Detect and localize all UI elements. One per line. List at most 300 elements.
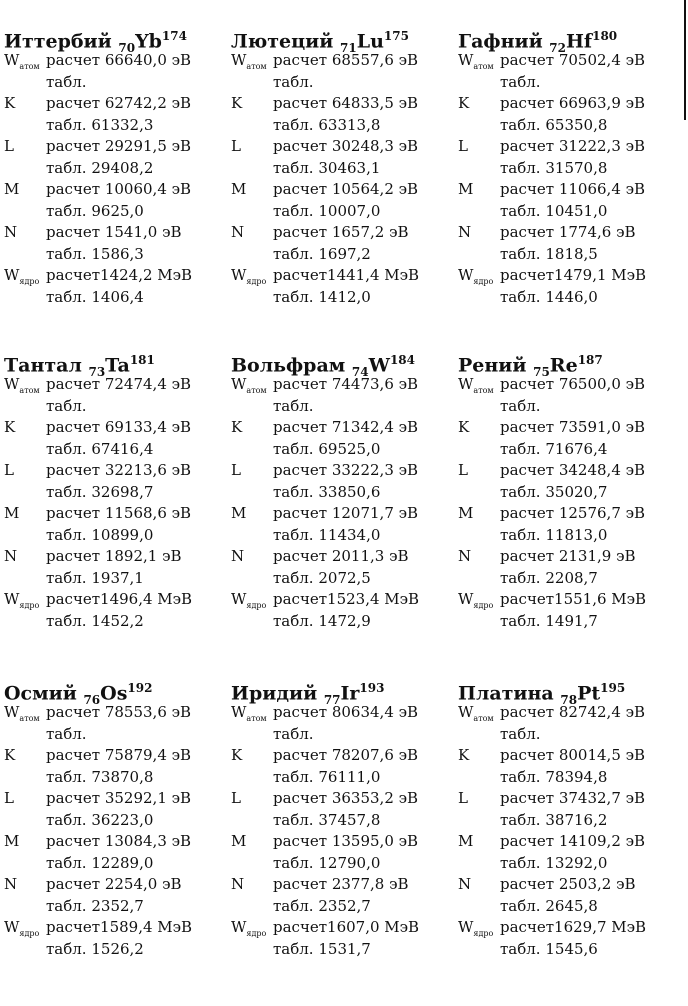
shell-tab [46, 525, 153, 547]
w-nucl-tab [46, 939, 144, 961]
w-nucl-tab-row [4, 287, 226, 309]
tab-value: 1406,4 [91, 287, 144, 306]
calc-label: расчет [273, 703, 328, 721]
shell-calc [46, 93, 191, 115]
tab-label: табл. [46, 853, 87, 872]
calc-value: 71342,4 эВ [331, 418, 419, 436]
w-nucl-tab [273, 287, 371, 309]
tab-label: табл. [273, 810, 314, 829]
shell-label: N [4, 223, 18, 241]
w-subscript: ядро [473, 601, 494, 610]
element-name: Тантал [4, 354, 82, 377]
element-block [458, 22, 680, 308]
shell-tab [273, 201, 380, 223]
shell-label: K [231, 94, 243, 112]
calc-value: 1774,6 эВ [558, 223, 636, 241]
calc-label: расчет [46, 875, 101, 893]
calc-value: 1589,4 МэВ [100, 918, 193, 936]
calc-value: 14109,2 эВ [558, 832, 646, 850]
w-subscript: атом [19, 62, 40, 71]
shell-calc [500, 136, 645, 158]
shell-tab-row [458, 853, 680, 875]
calc-label: расчет [46, 789, 101, 807]
w-atom-tab-row [4, 724, 226, 746]
w-nucl-tab [500, 939, 598, 961]
shell-calc [273, 745, 418, 767]
mass-number: 175 [383, 29, 409, 43]
shell-calc [500, 460, 645, 482]
calc-value: 80634,4 эВ [331, 703, 419, 721]
calc-value: 2131,9 эВ [558, 547, 636, 565]
w-subscript: ядро [473, 277, 494, 286]
shell-tab [500, 244, 598, 266]
w-nucl-tab [500, 611, 598, 633]
shell-calc [273, 503, 418, 525]
calc-value: 1541,0 эВ [104, 223, 182, 241]
shell-calc-row [458, 222, 680, 244]
shell-calc [273, 93, 418, 115]
shell-tab [500, 482, 607, 504]
shell-tab-row [458, 482, 680, 504]
calc-value: 12071,7 эВ [331, 504, 419, 522]
shell-label: K [4, 746, 16, 764]
shell-calc-row [458, 417, 680, 439]
shell-tab [273, 896, 371, 918]
calc-value: 1892,1 эВ [104, 547, 182, 565]
mass-number: 184 [389, 353, 415, 367]
calc-value: 1441,4 МэВ [327, 266, 420, 284]
tab-value: 1818,5 [545, 244, 598, 263]
mass-number: 174 [161, 29, 187, 43]
tab-value: 65350,8 [545, 115, 608, 134]
tab-label: табл. [273, 482, 314, 501]
shell-tab-row [231, 767, 453, 789]
element-name: Гафний [458, 30, 543, 53]
tab-label: табл. [46, 244, 87, 263]
tab-value: 1412,0 [318, 287, 371, 306]
shell-label: L [4, 789, 14, 807]
shell-calc [46, 136, 191, 158]
shell-tab [500, 853, 607, 875]
tab-label: табл. [500, 568, 541, 587]
shell-tab-row [4, 896, 226, 918]
shell-calc [46, 788, 191, 810]
shell-label: L [458, 789, 468, 807]
tab-label: табл. [46, 767, 87, 786]
shell-label: N [4, 547, 18, 565]
shell-calc [46, 503, 191, 525]
element-title [4, 22, 226, 56]
calc-label: расчет [273, 94, 328, 112]
shell-tab [273, 767, 380, 789]
w-subscript: ядро [246, 601, 267, 610]
shell-label: L [4, 137, 14, 155]
shell-calc-row [4, 136, 226, 158]
calc-label: расчет [500, 51, 555, 69]
w-nucl-calc-row [231, 589, 453, 611]
calc-label: расчет [46, 590, 101, 608]
shell-label: N [458, 223, 472, 241]
calc-value: 2011,3 эВ [331, 547, 409, 565]
element-name: Платина [458, 682, 554, 705]
shell-tab-row [458, 244, 680, 266]
element-symbol: Re [549, 354, 578, 377]
shell-calc [273, 179, 418, 201]
element-name: Иттербий [4, 30, 112, 53]
tab-value: 11434,0 [318, 525, 381, 544]
tab-label: табл. [500, 115, 541, 134]
calc-value: 72474,4 эВ [104, 375, 192, 393]
shell-tab-row [458, 568, 680, 590]
shell-calc-row [231, 136, 453, 158]
calc-label: расчет [500, 223, 555, 241]
tab-label: табл. [46, 201, 87, 220]
element-block [458, 674, 680, 960]
element-block [4, 674, 226, 960]
tab-value: 69525,0 [318, 439, 381, 458]
tab-label: табл. [46, 939, 87, 958]
calc-label: расчет [273, 875, 328, 893]
w-atom-calc [500, 702, 645, 724]
mass-number: 193 [359, 681, 385, 695]
atomic-number: 77 [323, 693, 341, 708]
shell-tab [273, 525, 380, 547]
calc-label: расчет [500, 918, 555, 936]
w-nucl-tab-row [458, 287, 680, 309]
calc-label: расчет [46, 375, 101, 393]
tab-value: 1452,2 [91, 611, 144, 630]
shell-calc [500, 503, 645, 525]
shell-tab [273, 568, 371, 590]
w-nucl-calc-row [231, 265, 453, 287]
w-letter: W [4, 375, 20, 393]
shell-label: N [458, 547, 472, 565]
shell-calc [273, 874, 409, 896]
tab-label: табл. [46, 72, 87, 91]
shell-tab-row [231, 525, 453, 547]
element-symbol: Ta [105, 354, 130, 377]
element-name: Осмий [4, 682, 77, 705]
shell-tab [46, 244, 144, 266]
w-subscript: ядро [246, 277, 267, 286]
w-atom-calc-row [458, 50, 680, 72]
element-symbol: Hf [565, 30, 593, 53]
tab-label: табл. [46, 482, 87, 501]
w-atom-calc [46, 374, 191, 396]
calc-label: расчет [500, 703, 555, 721]
calc-label: расчет [46, 832, 101, 850]
calc-label: расчет [273, 137, 328, 155]
tab-label: табл. [273, 396, 314, 415]
calc-label: расчет [46, 504, 101, 522]
shell-tab [500, 896, 598, 918]
shell-tab-row [458, 525, 680, 547]
calc-label: расчет [273, 418, 328, 436]
shell-tab [500, 810, 607, 832]
w-nucl-tab-row [231, 939, 453, 961]
calc-label: расчет [500, 789, 555, 807]
calc-label: расчет [500, 547, 555, 565]
tab-label: табл. [273, 158, 314, 177]
calc-label: расчет [46, 137, 101, 155]
w-nucl-calc-row [4, 265, 226, 287]
calc-label: расчет [273, 223, 328, 241]
shell-calc-row [458, 788, 680, 810]
w-subscript: ядро [19, 929, 40, 938]
atomic-number: 74 [351, 365, 369, 380]
shell-calc-row [231, 460, 453, 482]
shell-tab [46, 810, 153, 832]
element-title [231, 674, 453, 708]
element-name: Лютеций [231, 30, 334, 53]
tab-label: табл. [273, 201, 314, 220]
w-nucl-tab [273, 611, 371, 633]
shell-label: M [4, 180, 20, 198]
tab-label: табл. [500, 724, 541, 743]
shell-calc [46, 179, 191, 201]
shell-calc-row [231, 831, 453, 853]
shell-tab [46, 767, 153, 789]
shell-tab-row [4, 482, 226, 504]
shell-label: M [231, 832, 247, 850]
shell-calc [500, 93, 645, 115]
shell-label: L [231, 137, 241, 155]
tab-label: табл. [46, 810, 87, 829]
calc-value: 31222,3 эВ [558, 137, 646, 155]
calc-value: 66963,9 эВ [558, 94, 646, 112]
shell-calc [273, 546, 409, 568]
calc-label: расчет [273, 266, 328, 284]
shell-calc [500, 417, 645, 439]
mass-number: 181 [129, 353, 155, 367]
element-name: Рений [458, 354, 527, 377]
calc-label: расчет [273, 375, 328, 393]
w-nucl-tab [273, 939, 371, 961]
calc-label: расчет [46, 418, 101, 436]
w-nucl-calc [46, 917, 192, 939]
atomic-number: 76 [83, 693, 101, 708]
shell-tab-row [4, 244, 226, 266]
w-letter: W [458, 590, 474, 608]
calc-label: расчет [500, 418, 555, 436]
shell-tab-row [231, 853, 453, 875]
w-nucl-tab-row [4, 939, 226, 961]
shell-calc-row [458, 460, 680, 482]
tab-label: табл. [500, 201, 541, 220]
w-letter: W [4, 590, 20, 608]
shell-tab-row [4, 810, 226, 832]
tab-value: 1491,7 [545, 611, 598, 630]
element-title [231, 346, 453, 380]
w-letter: W [458, 375, 474, 393]
tab-label: табл. [500, 396, 541, 415]
shell-tab [46, 201, 144, 223]
shell-calc-row [4, 460, 226, 482]
element-symbol: Ir [340, 682, 360, 705]
calc-value: 1607,0 МэВ [327, 918, 420, 936]
shell-tab [46, 896, 144, 918]
calc-value: 36353,2 эВ [331, 789, 419, 807]
calc-value: 69133,4 эВ [104, 418, 192, 436]
page-edge-mark [684, 0, 686, 120]
tab-label: табл. [46, 525, 87, 544]
shell-calc-row [458, 179, 680, 201]
tab-label: табл. [46, 115, 87, 134]
tab-label: табл. [273, 439, 314, 458]
w-letter: W [231, 918, 247, 936]
calc-label: расчет [500, 461, 555, 479]
shell-tab [500, 525, 607, 547]
shell-tab [500, 158, 607, 180]
calc-value: 78207,6 эВ [331, 746, 419, 764]
shell-calc-row [231, 179, 453, 201]
w-atom-tab-row [4, 72, 226, 94]
shell-calc [273, 417, 418, 439]
calc-value: 2503,2 эВ [558, 875, 636, 893]
tab-value: 9625,0 [91, 201, 144, 220]
calc-label: расчет [273, 51, 328, 69]
tab-label: табл. [500, 439, 541, 458]
w-atom-calc-row [458, 374, 680, 396]
tab-label: табл. [273, 72, 314, 91]
tab-value: 11813,0 [545, 525, 608, 544]
w-atom-tab-row [458, 724, 680, 746]
tab-label: табл. [46, 611, 87, 630]
calc-label: расчет [273, 461, 328, 479]
tab-label: табл. [500, 853, 541, 872]
calc-label: расчет [46, 918, 101, 936]
w-nucl-tab-row [458, 611, 680, 633]
shell-tab-row [4, 439, 226, 461]
w-nucl-calc [46, 265, 192, 287]
shell-label: L [4, 461, 14, 479]
tab-label: табл. [500, 810, 541, 829]
w-atom-calc [500, 50, 645, 72]
w-atom-tab [46, 724, 87, 746]
shell-label: L [458, 461, 468, 479]
tab-value: 1697,2 [318, 244, 371, 263]
shell-label: L [231, 461, 241, 479]
tab-value: 1586,3 [91, 244, 144, 263]
w-letter: W [4, 266, 20, 284]
tab-value: 30463,1 [318, 158, 381, 177]
calc-value: 1629,7 МэВ [554, 918, 647, 936]
calc-value: 11066,4 эВ [558, 180, 646, 198]
calc-value: 34248,4 эВ [558, 461, 646, 479]
calc-value: 1523,4 МэВ [327, 590, 420, 608]
shell-calc-row [4, 179, 226, 201]
shell-label: N [231, 875, 245, 893]
tab-value: 13292,0 [545, 853, 608, 872]
shell-label: K [4, 418, 16, 436]
shell-calc [500, 788, 645, 810]
tab-label: табл. [273, 115, 314, 134]
w-subscript: ядро [19, 601, 40, 610]
calc-value: 12576,7 эВ [558, 504, 646, 522]
shell-label: M [231, 504, 247, 522]
tab-label: табл. [46, 724, 87, 743]
shell-tab-row [231, 810, 453, 832]
w-atom-calc-row [4, 374, 226, 396]
tab-value: 31570,8 [545, 158, 608, 177]
tab-value: 29408,2 [91, 158, 154, 177]
tab-value: 1446,0 [545, 287, 598, 306]
element-symbol: Pt [577, 682, 601, 705]
calc-label: расчет [500, 94, 555, 112]
w-nucl-tab-row [458, 939, 680, 961]
w-subscript: атом [19, 386, 40, 395]
shell-tab-row [458, 896, 680, 918]
atomic-number: 72 [549, 41, 566, 56]
shell-label: N [231, 547, 245, 565]
calc-value: 76500,0 эВ [558, 375, 646, 393]
shell-tab-row [458, 810, 680, 832]
calc-label: расчет [500, 504, 555, 522]
shell-calc-row [4, 788, 226, 810]
shell-label: K [458, 418, 470, 436]
w-subscript: атом [473, 386, 494, 395]
shell-tab-row [231, 201, 453, 223]
tab-label: табл. [46, 439, 87, 458]
w-letter: W [458, 918, 474, 936]
shell-tab [273, 244, 371, 266]
tab-label: табл. [500, 244, 541, 263]
w-atom-tab-row [4, 396, 226, 418]
tab-value: 1531,7 [318, 939, 371, 958]
calc-value: 10060,4 эВ [104, 180, 192, 198]
w-atom-tab-row [231, 724, 453, 746]
shell-tab [46, 115, 153, 137]
calc-label: расчет [273, 590, 328, 608]
shell-calc [46, 745, 191, 767]
w-atom-tab [46, 72, 87, 94]
tab-value: 37457,8 [318, 810, 381, 829]
shell-tab [500, 767, 607, 789]
shell-tab [500, 439, 607, 461]
calc-value: 29291,5 эВ [104, 137, 192, 155]
tab-label: табл. [500, 767, 541, 786]
shell-calc-row [231, 503, 453, 525]
shell-calc-row [4, 874, 226, 896]
tab-value: 73870,8 [91, 767, 154, 786]
calc-value: 13595,0 эВ [331, 832, 419, 850]
w-atom-calc [500, 374, 645, 396]
calc-label: расчет [46, 266, 101, 284]
tab-label: табл. [500, 72, 541, 91]
shell-tab-row [4, 115, 226, 137]
element-title [4, 674, 226, 708]
w-atom-calc [273, 702, 418, 724]
shell-label: L [458, 137, 468, 155]
shell-calc-row [4, 745, 226, 767]
calc-label: расчет [46, 461, 101, 479]
shell-calc [500, 874, 636, 896]
tab-label: табл. [273, 896, 314, 915]
shell-tab-row [231, 439, 453, 461]
calc-value: 13084,3 эВ [104, 832, 192, 850]
shell-calc-row [4, 93, 226, 115]
shell-calc-row [4, 417, 226, 439]
calc-value: 30248,3 эВ [331, 137, 419, 155]
shell-calc-row [231, 222, 453, 244]
shell-calc-row [4, 503, 226, 525]
tab-label: табл. [46, 158, 87, 177]
shell-tab [273, 115, 380, 137]
tab-label: табл. [273, 568, 314, 587]
tab-value: 1472,9 [318, 611, 371, 630]
calc-value: 70502,4 эВ [558, 51, 646, 69]
w-nucl-calc [500, 917, 646, 939]
